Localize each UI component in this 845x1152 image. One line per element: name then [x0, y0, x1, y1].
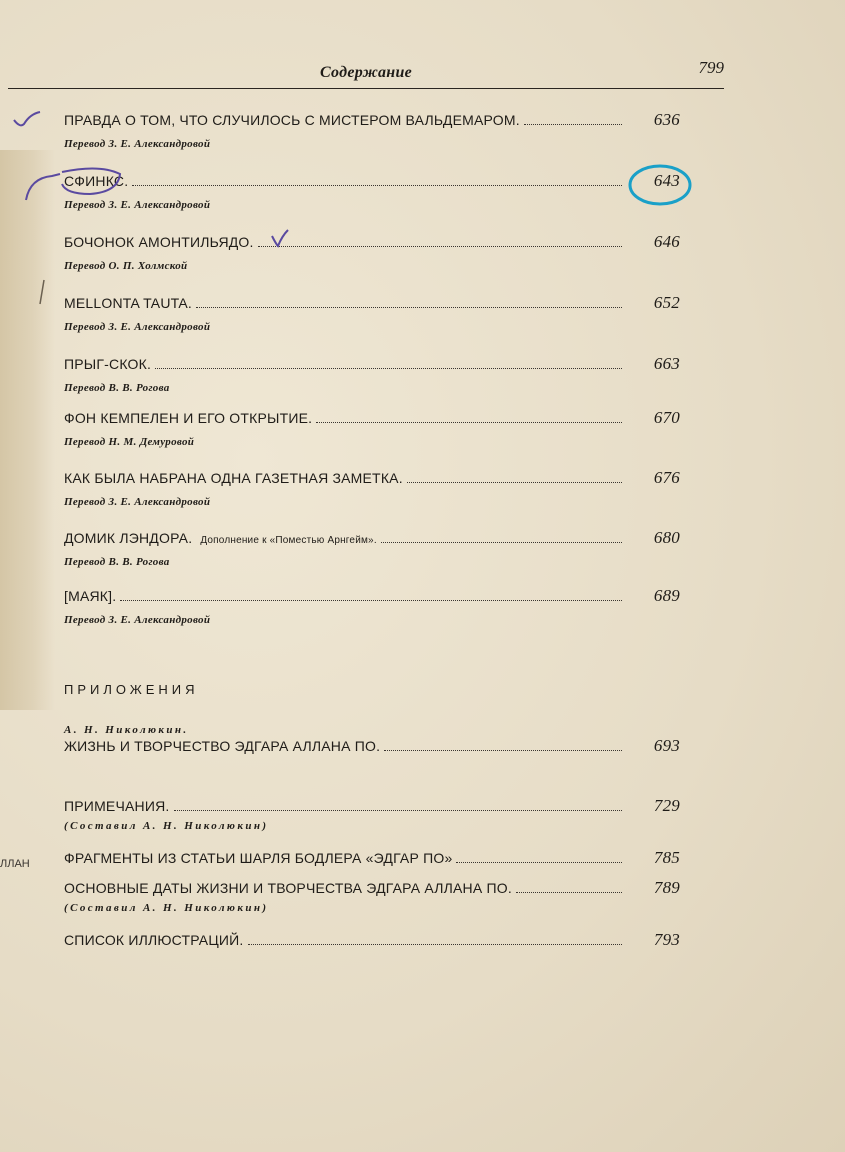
leader-dots: [248, 943, 622, 945]
toc-entry: [64, 110, 680, 150]
entry-page: 689: [653, 586, 680, 605]
entry-title: БОЧОНОК АМОНТИЛЬЯДО.: [64, 234, 254, 250]
leader-dots: [381, 541, 622, 543]
entry-title: СФИНКС.: [64, 173, 129, 189]
entry-translator: Перевод В. В. Рогова: [64, 556, 170, 568]
entry-credit: (Составил А. Н. Николюкин): [64, 820, 269, 832]
entry-page: 680: [653, 528, 680, 547]
entry-page: 729: [653, 796, 680, 815]
entry-translator: Перевод О. П. Холмской: [64, 260, 188, 272]
entry-page: 793: [653, 930, 680, 949]
leader-dots: [384, 749, 622, 751]
entry-page: 663: [653, 354, 680, 373]
entry-translator: Перевод З. Е. Александровой: [64, 614, 211, 626]
appendix-entry: [64, 848, 680, 872]
entry-title: ПРИМЕЧАНИЯ.: [64, 798, 170, 814]
entry-title: ДОМИК ЛЭНДОРА.: [64, 530, 193, 546]
leader-dots: [456, 861, 622, 863]
leader-dots: [120, 599, 622, 601]
appendix-entry: [64, 878, 680, 914]
entry-title: КАК БЫЛА НАБРАНА ОДНА ГАЗЕТНАЯ ЗАМЕТКА.: [64, 470, 403, 486]
leader-dots: [196, 306, 622, 308]
entry-title: ЖИЗНЬ И ТВОРЧЕСТВО ЭДГАРА АЛЛАНА ПО.: [64, 738, 381, 754]
entry-title: ФРАГМЕНТЫ ИЗ СТАТЬИ ШАРЛЯ БОДЛЕРА «ЭДГАР ПО»: [64, 850, 453, 866]
entry-page: 785: [653, 848, 680, 867]
entry-title: MELLONTA TAUTA.: [64, 295, 192, 311]
leader-dots: [516, 891, 622, 893]
entry-translator: Перевод З. Е. Александровой: [64, 199, 211, 211]
entry-note: Дополнение к «Поместью Арнгейм».: [200, 535, 377, 546]
entry-credit: (Составил А. Н. Николюкин): [64, 902, 269, 914]
entry-title: ПРАВДА О ТОМ, ЧТО СЛУЧИЛОСЬ С МИСТЕРОМ ВАЛЬДЕМАРОМ.: [64, 112, 520, 128]
entry-translator: Перевод З. Е. Александровой: [64, 138, 211, 150]
appendix-entry: [64, 796, 680, 832]
toc-entry: [64, 232, 680, 272]
toc-entry: [64, 354, 680, 394]
entry-title: ПРЫГ-СКОК.: [64, 356, 152, 372]
toc-entry: [64, 586, 680, 626]
pen-check-mark: [14, 112, 40, 125]
paper-stain: [0, 150, 55, 710]
page-title: Содержание: [319, 64, 413, 81]
edge-text-fragment: ЛЛАН: [0, 858, 30, 870]
entry-translator: Перевод З. Е. Александровой: [64, 321, 211, 333]
page-number: 799: [698, 58, 724, 77]
appendix-heading: ПРИЛОЖЕНИЯ: [64, 682, 199, 697]
appendix-entry: [64, 724, 680, 760]
entry-translator: Перевод З. Е. Александровой: [64, 496, 211, 508]
toc-entry: [64, 468, 680, 508]
leader-dots: [132, 184, 622, 186]
entry-author: А. Н. Николюкин.: [64, 724, 189, 736]
entry-page: 643: [653, 171, 680, 190]
entry-page: 676: [653, 468, 680, 487]
leader-dots: [316, 421, 622, 423]
entry-title: [МАЯК].: [64, 588, 117, 604]
entry-title: ФОН КЕМПЕЛЕН И ЕГО ОТКРЫТИЕ.: [64, 410, 313, 426]
toc-entry: [64, 293, 680, 333]
toc-entry: [64, 528, 680, 568]
appendix-entry: [64, 930, 680, 954]
entry-page: 670: [653, 408, 680, 427]
entry-page: 789: [653, 878, 680, 897]
entry-page: 636: [653, 110, 680, 129]
entry-title: ОСНОВНЫЕ ДАТЫ ЖИЗНИ И ТВОРЧЕСТВА ЭДГАРА АЛЛАНА ПО.: [64, 880, 512, 896]
leader-dots: [524, 123, 622, 125]
entry-page: 693: [653, 736, 680, 755]
toc-entry: [64, 171, 680, 211]
leader-dots: [407, 481, 622, 483]
leader-dots: [258, 245, 622, 247]
entry-page: 652: [653, 293, 680, 312]
entry-page: 646: [653, 232, 680, 251]
entry-translator: Перевод Н. М. Демуровой: [64, 436, 195, 448]
running-header: [8, 54, 724, 89]
toc-entry: [64, 408, 680, 448]
leader-dots: [174, 809, 622, 811]
entry-title: СПИСОК ИЛЛЮСТРАЦИЙ.: [64, 932, 244, 948]
entry-translator: Перевод В. В. Рогова: [64, 382, 170, 394]
leader-dots: [155, 367, 622, 369]
